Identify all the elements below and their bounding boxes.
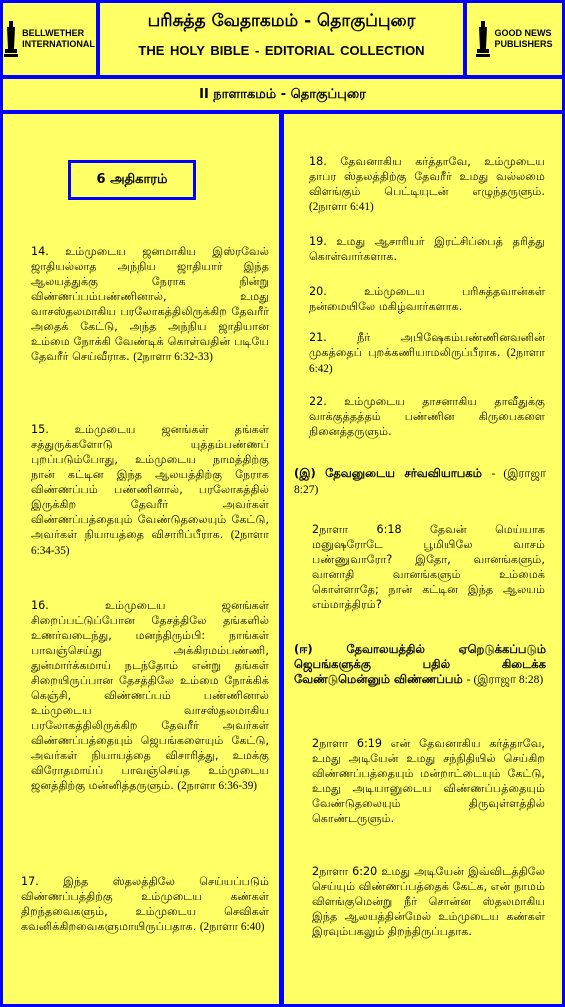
- verse-20: [309, 284, 545, 314]
- section-title: [3, 79, 562, 110]
- verse-text: நீர் அபிஷேகம்பண்ணினவனின் முகத்தைப் புறக்கணியாமலிருப்பீராக.: [309, 331, 545, 359]
- verse-text: உம்முடைய ஜனங்கள் தங்கள் சத்துருக்களோடு யுத்தம்பண்ணப் புறப்படும்போது, உம்முடைய நாமத்திற்கு நான் கட்டின இந்த ஆலயத்திற்கு நேராக விண்ணப்பம் பண்ணினால், பரலோகத்தில் இருக்கிற தேவரீர் அவர்கள் விண்ணப்பத்தையும் வேண்டுதலையும் கேட்டு, அவர்கள் நியாயத்தை விசாரிப்பீராக.: [31, 423, 269, 541]
- verse-16: [31, 598, 269, 794]
- lamp-icon: [476, 19, 490, 59]
- right-logo-line2: PUBLISHERS: [494, 39, 553, 49]
- verse-21: [309, 330, 545, 377]
- verse-text: உம்முடைய தாசனாகிய தாவீதுக்கு வாக்குத்தத்தம் பண்ணின கிருபைகளை நினைத்தருளும்.: [309, 395, 546, 438]
- verse-text: உம்முடைய ஜனமாகிய இஸ்ரவேல் ஜாதியல்லாத அந்நிய ஜாதியார் இந்த ஆலயத்துக்கு நேராக நின்று விண்ணப்பம்பண்ணினால், உமது வாசஸ்தலமாகிய பரலோகத்திலிருக்கிற தேவரீர் அதைக் கேட்டு, அந்த அந்நிய ஜாதியான உம்மை நோக்கி வேண்டிக் கொள்வதின் படியே தேவரீர் செய்வீராக.: [31, 245, 270, 363]
- verse-text: தேவனாகிய கர்த்தாவே, உம்முடைய தாபர ஸ்தலத்திற்கு தேவரீர் உமது வல்லமை விளங்கும் பெட்டியுடன் எழுந்தருளும்.: [309, 155, 545, 198]
- verse-number: 14.: [31, 245, 49, 258]
- verse-number: 20.: [309, 285, 327, 298]
- left-logo-line2: INTERNATIONAL: [22, 39, 95, 49]
- verse-number: 19.: [309, 235, 327, 248]
- verse-reference: (2நாளா 6:41): [309, 201, 374, 213]
- title-english: THE HOLY BIBLE - EDITORIAL COLLECTION: [138, 43, 425, 58]
- verse-number: 15.: [31, 423, 49, 436]
- verse-reference: (2நாளா 6:34-35): [31, 529, 269, 557]
- verse-17: [21, 874, 269, 935]
- heading-title: தேவாலயத்தில் ஏறெடுக்கப்படும் ஜெபங்களுக்கு பதில் கிடைக்க வேண்டுமென்னும் விண்ணப்பம்: [294, 642, 546, 686]
- verse-text: உமது ஆசாரியர் இரட்சிப்பைத் தரித்து கொள்வார்களாக.: [309, 235, 545, 263]
- lamp-icon: [4, 19, 18, 59]
- bellwether-logo: [4, 19, 95, 59]
- heading-reference: - (இராஜா 8:28): [466, 674, 544, 686]
- paragraph-omnipresence: [312, 522, 545, 612]
- verse-19: [309, 234, 545, 264]
- heading-label: (இ): [294, 466, 316, 480]
- verse-number: 17.: [21, 875, 39, 888]
- right-logo-line1: GOOD NEWS: [494, 28, 552, 38]
- verse-18: [309, 154, 545, 215]
- verse-number: 16.: [31, 599, 49, 612]
- verse-22: [309, 394, 545, 439]
- heading-label: (ஈ): [294, 642, 313, 656]
- verse-text: உம்முடைய பரிசுத்தவான்கள் நன்மையிலே மகிழ்வார்களாக.: [309, 285, 545, 313]
- heading-omnipresence: [294, 466, 546, 498]
- right-logo-box: [467, 3, 562, 75]
- heading-prayer-answer: [294, 642, 546, 688]
- verse-14: [31, 244, 269, 365]
- paragraph-text: 2நாளா 6:20 உமது அடியேன் இவ்விடத்திலே செய்யும் விண்ணப்பத்தைக் கேட்க, என் நாமம் விளங்குமென்று நீர் சொன்ன ஸ்தலமாகிய இந்த ஆலயத்தின்மேல் உம்முடைய கண்கள் இரவும்பகலும் திறந்திருப்பதாக.: [312, 865, 545, 938]
- right-column: [284, 114, 562, 1004]
- section-title-text: II நாளாகமம் - தொகுப்புரை: [199, 87, 366, 102]
- verse-15: [31, 422, 269, 559]
- verse-text: இந்த ஸ்தலத்திலே செய்யப்படும் விண்ணப்பத்திற்கு உம்முடைய கண்கள் திறந்தவைகளும், உம்முடைய செவிகள் கவனிக்கிறவைகளுமாயிருப்பதாக.: [21, 875, 269, 933]
- paragraph-prayer-1: [312, 736, 545, 826]
- heading-title: தேவனுடைய சர்வவியாபகம்: [325, 466, 482, 480]
- verse-reference: (2நாளா 6:32-33): [133, 351, 213, 363]
- verse-reference: (2நாளா 6:42): [309, 347, 545, 375]
- verse-number: 22.: [309, 395, 327, 408]
- verse-reference: (2நாளா 6:36-39): [177, 780, 258, 792]
- left-logo-line1: BELLWETHER: [22, 28, 85, 38]
- verse-number: 21.: [309, 331, 327, 344]
- verse-number: 18.: [309, 155, 327, 168]
- left-column: [3, 114, 279, 1004]
- heading-reference: - (இராஜா 8:27): [294, 468, 546, 496]
- left-logo-box: [3, 3, 96, 75]
- paragraph-text: 2நாளா 6:19 என் தேவனாகிய கர்த்தாவே, உமது அடியேன் உமது சந்நிதியில் செய்கிற விண்ணப்பத்தையும் மன்றாட்டையும் கேட்டு, உமது அடியானுடைய விண்ணப்பத்தையும் வேண்டுதலையும் திருவுள்ளத்தில் கொண்டருளும்.: [312, 737, 545, 825]
- good-news-logo: [476, 19, 552, 59]
- paragraph-prayer-2: [312, 864, 545, 939]
- verse-reference: (2நாளா 6:40): [199, 921, 265, 933]
- paragraph-text: 2நாளா 6:18 தேவன் மெய்யாக மனுஷரோடே பூமியிலே வாசம் பண்ணுவாரோ? இதோ, வானங்களும், வானாதி வானங்களும் உம்மைக் கொள்ளாதே; நான் கட்டின இந்த ஆலயம் எம்மாத்திரம்?: [312, 523, 545, 611]
- title-box: [100, 3, 463, 75]
- chapter-label: 6 அதிகாரம்: [68, 160, 196, 200]
- verse-text: உம்முடைய ஜனங்கள் சிறைப்பட்டுப்போன தேசத்திலே தங்களில் உணர்வடைந்து, மனந்திரும்பி: நாங்கள் பாவஞ்செய்து அக்கிரமம்பண்ணி, துன்மார்க்கமாய் நடந்தோம் என்று தங்கள் சிறையிருப்பான தேசத்திலே உம்மை நோக்கிக் கெஞ்சி, விண்ணப்பம் பண்ணினால் உம்முடைய வாசஸ்தலமாகிய பரலோகத்திலிருக்கிற தேவரீர் அவர்கள் விண்ணப்பத்தையும் ஜெபங்களையும் கேட்டு, அவர்கள் நியாயத்தை விசாரித்து, உமக்கு விரோதமாய்ப் பாவஞ்செய்த உம்முடைய ஜனத்திற்கு மன்னித்தருளும்.: [31, 599, 269, 792]
- title-tamil: பரிசுத்த வேதாகமம் - தொகுப்புரை: [147, 11, 416, 31]
